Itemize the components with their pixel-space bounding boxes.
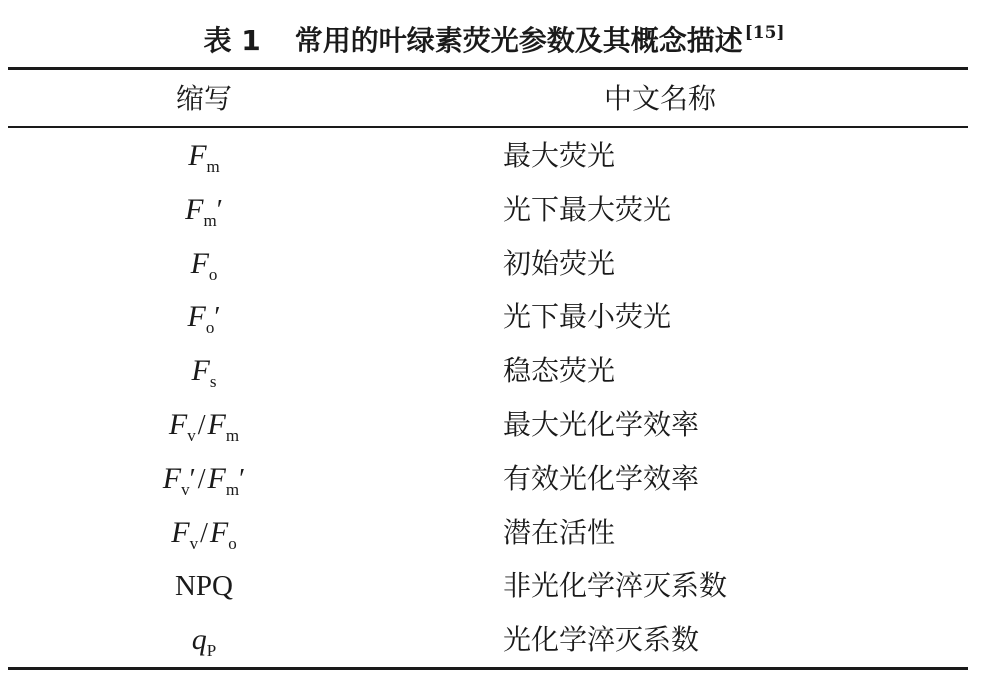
abbreviation-cell xyxy=(8,183,400,237)
abbreviation-cell xyxy=(8,290,400,344)
chinese-name-cell: 最大光化学效率 xyxy=(503,408,700,441)
symbol-letter: F xyxy=(171,515,190,549)
reference-marker: [15] xyxy=(744,23,785,43)
slash-symbol: / xyxy=(197,410,206,441)
symbol-letter: F xyxy=(188,139,207,172)
symbol-subscript: m xyxy=(225,426,240,445)
prime-symbol: ′ xyxy=(239,463,246,495)
symbol-subscript: m xyxy=(206,157,220,176)
symbol-letter: F xyxy=(207,461,226,495)
symbol-letter: F xyxy=(209,515,229,549)
table-row xyxy=(8,183,968,237)
chinese-name-cell: 初始荧光 xyxy=(503,246,616,280)
abbreviation-cell xyxy=(8,237,400,291)
abbreviation-cell xyxy=(8,344,400,398)
abbreviation-text: NPQ xyxy=(174,570,233,603)
symbol-subscript: o xyxy=(228,533,237,553)
chinese-name-cell: 光化学淬灭系数 xyxy=(503,623,700,657)
table-row xyxy=(8,237,968,291)
symbol-letter: F xyxy=(168,408,188,441)
abbreviation-cell xyxy=(8,398,400,452)
symbol-subscript: v xyxy=(187,426,196,445)
table-title: 常用的叶绿素荧光参数及其概念描述 xyxy=(294,24,743,57)
table-row xyxy=(8,398,968,452)
prime-symbol: ′ xyxy=(214,302,221,334)
table-label: 表 1 xyxy=(203,24,261,57)
header-chinese-name: 中文名称 xyxy=(603,82,716,115)
symbol-letter: q xyxy=(191,623,207,657)
abbreviation-cell xyxy=(8,559,400,613)
table-row xyxy=(8,452,968,506)
abbreviation-cell xyxy=(8,452,400,506)
chinese-name-cell: 潜在活性 xyxy=(503,515,616,549)
top-rule xyxy=(8,67,968,70)
chinese-name-cell: 有效光化学效率 xyxy=(503,461,700,495)
chinese-name-cell: 最大荧光 xyxy=(503,139,616,172)
table-row xyxy=(8,344,968,398)
chinese-name-cell: 光下最小荧光 xyxy=(503,300,672,334)
chinese-name-cell: 稳态荧光 xyxy=(503,354,616,388)
symbol-subscript: o xyxy=(205,318,215,338)
symbol-subscript: s xyxy=(209,372,217,392)
table-row xyxy=(8,613,968,667)
header-abbreviation: 缩写 xyxy=(175,82,232,115)
table-caption xyxy=(0,10,988,64)
symbol-subscript: v xyxy=(181,479,190,499)
symbol-subscript: m xyxy=(203,210,217,230)
symbol-letter: F xyxy=(191,354,210,388)
bottom-rule xyxy=(8,667,968,670)
table-row xyxy=(8,506,968,560)
chinese-name-cell: 非光化学淬灭系数 xyxy=(503,569,728,603)
chinese-name-cell: 光下最大荧光 xyxy=(503,192,672,226)
slash-symbol: / xyxy=(200,517,208,549)
symbol-letter: F xyxy=(162,461,182,495)
symbol-subscript: o xyxy=(208,264,218,284)
symbol-subscript: m xyxy=(225,479,240,499)
symbol-letter: F xyxy=(190,246,209,280)
symbol-subscript: v xyxy=(189,533,199,553)
prime-symbol: ′ xyxy=(189,463,196,495)
symbol-subscript: P xyxy=(206,641,217,661)
prime-symbol: ′ xyxy=(216,194,223,226)
slash-symbol: / xyxy=(197,463,206,495)
table-row xyxy=(8,290,968,344)
abbreviation-cell xyxy=(8,613,400,667)
abbreviation-cell xyxy=(8,129,400,183)
table-header xyxy=(8,72,968,126)
symbol-letter: F xyxy=(207,408,226,441)
table-row xyxy=(8,559,968,613)
symbol-letter: F xyxy=(187,300,206,334)
symbol-letter: F xyxy=(185,192,204,226)
table-row xyxy=(8,129,968,183)
header-rule xyxy=(8,126,968,128)
abbreviation-cell xyxy=(8,506,400,560)
